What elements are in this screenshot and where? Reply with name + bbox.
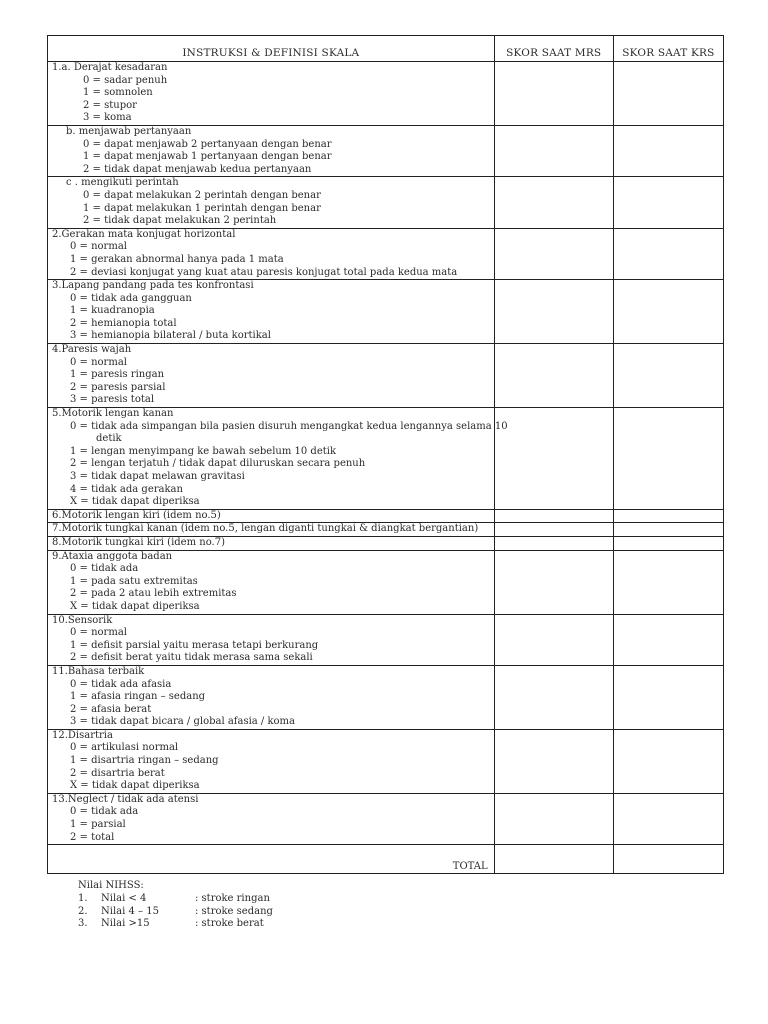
instruction-cell [48, 62, 495, 126]
total-label: TOTAL [48, 845, 495, 874]
legend-item-category: : stroke berat [195, 918, 264, 930]
scale-option: 1 = paresis ringan [70, 369, 165, 381]
score-krs-cell[interactable] [613, 509, 723, 523]
header-score-krs: SKOR SAAT KRS [613, 36, 723, 62]
legend-title: Nilai NIHSS: [78, 880, 144, 891]
score-krs-cell[interactable] [613, 125, 723, 176]
legend-item-category: : stroke ringan [195, 892, 270, 904]
nihss-body [48, 62, 724, 845]
scale-option: 0 = tidak ada gangguan [70, 292, 192, 304]
score-mrs-cell[interactable] [494, 177, 613, 228]
scale-option: 1 = gerakan abnormal hanya pada 1 mata [70, 253, 284, 265]
scale-option: 1 = somnolen [83, 87, 153, 99]
scale-option: 0 = normal [70, 241, 127, 253]
score-krs-cell[interactable] [613, 614, 723, 665]
instruction-cell [48, 509, 495, 523]
scale-item-row [48, 523, 724, 537]
score-krs-cell[interactable] [613, 408, 723, 510]
scale-item-row [48, 665, 724, 729]
item-heading: 12.Disartria [52, 729, 113, 741]
item-heading: 10.Sensorik [52, 614, 113, 626]
score-krs-cell[interactable] [613, 665, 723, 729]
scale-item-row [48, 509, 724, 523]
scale-option: 2 = afasia berat [70, 703, 152, 715]
score-krs-cell[interactable] [613, 550, 723, 614]
scale-option: 2 = disartria berat [70, 767, 165, 779]
legend-item-number: 1. [78, 892, 88, 904]
instruction-cell [48, 793, 495, 844]
instruction-cell [48, 536, 495, 550]
header-instruction: INSTRUKSI & DEFINISI SKALA [48, 36, 495, 62]
scale-item-row [48, 408, 724, 510]
instruction-cell [48, 280, 495, 344]
scale-option: 2 = hemianopia total [70, 317, 177, 329]
instruction-cell [48, 177, 495, 228]
legend-item-category: : stroke sedang [195, 905, 273, 917]
scale-option: 0 = tidak ada [70, 806, 139, 818]
scale-option: 0 = artikulasi normal [70, 742, 179, 754]
scale-option: 3 = tidak dapat bicara / global afasia / koma [70, 716, 295, 728]
score-krs-cell[interactable] [613, 344, 723, 408]
score-krs-cell[interactable] [613, 177, 723, 228]
scale-option: 0 = normal [70, 356, 127, 368]
instruction-cell [48, 729, 495, 793]
legend-item-range: Nilai >15 [101, 918, 150, 930]
scale-item-row [48, 536, 724, 550]
scale-option: 3 = hemianopia bilateral / buta kortikal [70, 330, 271, 342]
scale-option: 2 = pada 2 atau lebih extremitas [70, 588, 237, 600]
score-mrs-cell[interactable] [494, 729, 613, 793]
scale-option: 1 = parsial [70, 819, 126, 831]
scale-option: X = tidak dapat diperiksa [70, 600, 200, 612]
instruction-cell [48, 344, 495, 408]
item-heading: 1.a. Derajat kesadaran [52, 62, 168, 73]
scale-option: 3 = koma [83, 112, 132, 124]
score-krs-cell[interactable] [613, 536, 723, 550]
scale-option: 2 = defisit berat yaitu tidak merasa sama sekali [70, 652, 313, 664]
scale-option: 0 = normal [70, 627, 127, 639]
total-score-mrs-cell[interactable] [494, 845, 613, 874]
score-krs-cell[interactable] [613, 62, 723, 126]
scale-option: 2 = deviasi konjugat yang kuat atau paresis konjugat total pada kedua mata [70, 266, 458, 278]
scale-option: 1 = pada satu extremitas [70, 575, 198, 587]
item-heading: 4.Paresis wajah [52, 344, 132, 356]
scale-option: 1 = defisit parsial yaitu merasa tetapi berkurang [70, 639, 319, 651]
scale-item-row [48, 614, 724, 665]
legend-item-number: 2. [78, 905, 88, 917]
instruction-cell [48, 550, 495, 614]
scale-item-row [48, 550, 724, 614]
nihss-table [47, 35, 724, 874]
score-krs-cell[interactable] [613, 793, 723, 844]
scale-option: X = tidak dapat diperiksa [70, 780, 200, 792]
legend-item-range: Nilai 4 – 15 [101, 905, 159, 917]
instruction-cell [48, 665, 495, 729]
scale-option: 1 = disartria ringan – sedang [70, 755, 219, 767]
header-row [48, 36, 724, 62]
score-krs-cell[interactable] [613, 228, 723, 279]
scale-option: 2 = stupor [83, 99, 137, 111]
score-mrs-cell[interactable] [494, 793, 613, 844]
scale-option: 1 = lengan menyimpang ke bawah sebelum 10 detik [70, 445, 337, 457]
legend-item-number: 3. [78, 918, 88, 930]
scale-option: X = tidak dapat diperiksa [70, 496, 200, 508]
scale-option: 0 = tidak ada [70, 563, 139, 575]
scale-option: 0 = dapat menjawab 2 pertanyaan dengan benar [83, 138, 332, 150]
scale-item-row [48, 177, 724, 228]
scale-item-row [48, 344, 724, 408]
score-mrs-cell[interactable] [494, 523, 613, 537]
score-mrs-cell[interactable] [494, 408, 613, 510]
instruction-cell [48, 408, 508, 510]
item-heading: 11.Bahasa terbaik [52, 665, 145, 677]
item-heading: 6.Motorik lengan kiri (idem no.5) [52, 509, 221, 521]
scale-option: 1 = afasia ringan – sedang [70, 691, 206, 703]
score-mrs-cell[interactable] [494, 614, 613, 665]
scale-item-row [48, 793, 724, 844]
scale-option: 3 = paresis total [70, 394, 155, 406]
legend-item-range: Nilai < 4 [101, 892, 147, 904]
header-score-mrs: SKOR SAAT MRS [494, 36, 613, 62]
scale-option: 0 = dapat melakukan 2 perintah dengan benar [83, 189, 321, 201]
scale-option: 4 = tidak ada gerakan [70, 483, 183, 495]
scale-option: 2 = paresis parsial [70, 381, 166, 393]
total-score-krs-cell[interactable] [613, 845, 723, 874]
score-mrs-cell[interactable] [494, 509, 613, 523]
item-heading: 13.Neglect / tidak ada atensi [52, 793, 199, 805]
item-heading: b. menjawab pertanyaan [66, 125, 192, 137]
scale-item-row [48, 729, 724, 793]
item-heading: 2.Gerakan mata konjugat horizontal [52, 228, 236, 240]
item-heading: 9.Ataxia anggota badan [52, 550, 173, 562]
scale-option: 0 = tidak ada simpangan bila pasien disuruh mengangkat kedua lengannya selama 10 [70, 420, 508, 432]
item-heading: 3.Lapang pandang pada tes konfrontasi [52, 280, 254, 292]
item-heading: c . mengikuti perintah [66, 177, 179, 189]
item-heading: 8.Motorik tungkai kiri (idem no.7) [52, 536, 225, 548]
instruction-cell [48, 228, 495, 279]
scale-option: 0 = tidak ada afasia [70, 678, 172, 690]
score-mrs-cell[interactable] [494, 228, 613, 279]
scale-option: 2 = lengan terjatuh / tidak dapat diluruskan secara penuh [70, 458, 366, 470]
score-mrs-cell[interactable] [494, 665, 613, 729]
score-krs-cell[interactable] [613, 729, 723, 793]
scale-item-row [48, 125, 724, 176]
score-mrs-cell[interactable] [494, 125, 613, 176]
scale-option: 0 = sadar penuh [83, 74, 168, 86]
instruction-cell [48, 125, 495, 176]
scale-option: 1 = dapat menjawab 1 pertanyaan dengan benar [83, 151, 332, 163]
score-mrs-cell[interactable] [494, 62, 613, 126]
score-krs-cell[interactable] [613, 280, 723, 344]
total-row [48, 845, 724, 874]
scale-item-row [48, 62, 724, 126]
instruction-cell [48, 523, 495, 537]
scale-item-row [48, 228, 724, 279]
score-mrs-cell[interactable] [494, 344, 613, 408]
item-heading: 5.Motorik lengan kanan [52, 408, 174, 420]
score-mrs-cell[interactable] [494, 536, 613, 550]
scale-option: 3 = tidak dapat melawan gravitasi [70, 471, 245, 482]
instruction-cell [48, 614, 495, 665]
scale-option: detik [96, 433, 122, 445]
scale-option: 1 = kuadranopia [70, 305, 155, 317]
score-mrs-cell[interactable] [494, 280, 613, 344]
scale-option: 1 = dapat melakukan 1 perintah dengan benar [83, 202, 321, 214]
scale-option: 2 = total [70, 831, 115, 843]
scale-item-row [48, 280, 724, 344]
scale-option: 2 = tidak dapat melakukan 2 perintah [83, 215, 277, 227]
score-mrs-cell[interactable] [494, 550, 613, 614]
scale-option: 2 = tidak dapat menjawab kedua pertanyaan [83, 163, 312, 175]
item-heading: 7.Motorik tungkai kanan (idem no.5, lengan diganti tungkai & diangkat bergantian) [52, 523, 479, 535]
score-krs-cell[interactable] [613, 523, 723, 537]
